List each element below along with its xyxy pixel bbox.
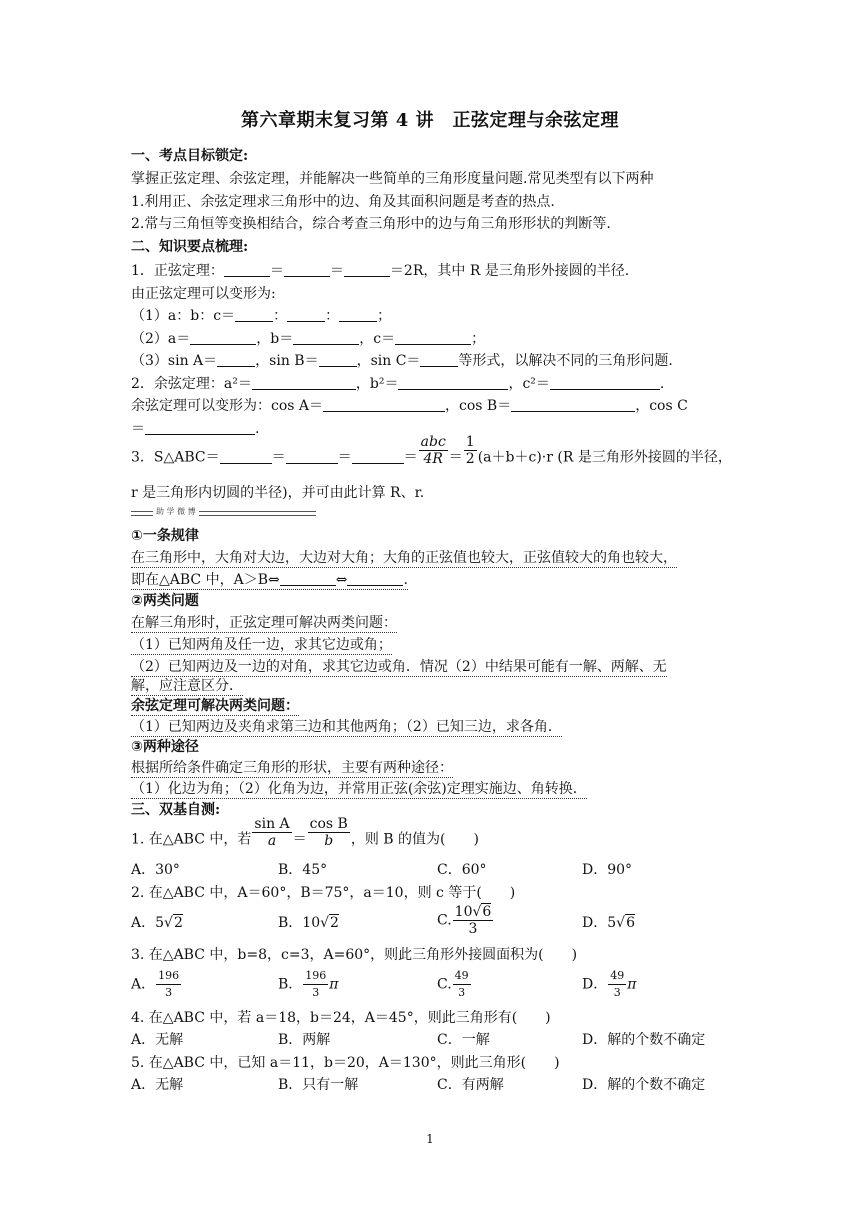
blank[interactable] (252, 375, 356, 390)
question-5: 5. 在△ABC 中，已知 a＝11，b＝20，A＝130°，则此三角形( ) (131, 1055, 560, 1071)
transform-intro: 由正弦定理可以变形为: (131, 286, 276, 302)
q1-fraction-2: $\frac{\text{cos B}}{b}$ (309, 816, 348, 849)
tip-2-heading: ②两类问题 (131, 593, 199, 609)
blank[interactable] (145, 420, 255, 435)
tip-3-line-2: （1）化边为角；（2）化角为边，并常用正弦(余弦)定理实施边、角转换． (131, 781, 587, 797)
transform-3-c: ，sin C＝ (356, 353, 421, 369)
cosine-transform-line (131, 397, 688, 415)
transform-2-b: ，b＝ (256, 331, 294, 347)
q1-fraction-1: $\frac{\text{sin A}}{a}$ (254, 816, 290, 849)
question-2: 2. 在△ABC 中，A＝60°，B＝75°，a＝10，则 c 等于( ) (131, 885, 516, 901)
cosine-law-line: 2．余弦定理：a²＝ ，b²＝ ，c²＝ . (131, 376, 665, 392)
blank[interactable] (339, 307, 377, 322)
blank[interactable] (420, 352, 458, 367)
q4-option-c[interactable]: C．一解 (437, 1032, 490, 1048)
cosine-law-b: ，b²＝ (355, 376, 399, 392)
q1-option-b[interactable]: B．45° (278, 862, 328, 878)
q5-option-a[interactable]: A．无解 (131, 1077, 184, 1093)
transform-1-label: （1）a：b：c＝ (131, 308, 236, 324)
tip-1-rule: 在三角形中，大角对大边，大边对大角；大角的正弦值也较大，正弦值较大的角也较大， (131, 550, 677, 566)
question-4: 4. 在△ABC 中，若 a＝18，b＝24，A＝45°，则此三角形有( ) (131, 1010, 551, 1026)
q1-option-c[interactable]: C．60° (437, 862, 487, 878)
q2-option-a[interactable]: A．5√2 (131, 915, 183, 931)
cosine-transform-cont: ＝ . (131, 421, 260, 437)
cosine-transform-eq: ＝ (131, 421, 145, 437)
area-line-2: r 是三角形内切圆的半径)，并可由此计算 R、r. (131, 485, 425, 501)
blank[interactable] (284, 262, 330, 277)
blank[interactable] (398, 375, 508, 390)
area-tail: (a＋b＋c)·r (R 是三角形外接圆的半径， (477, 449, 732, 466)
q3-option-b[interactable]: B． $\frac{196}{3}$ π (278, 969, 339, 999)
blank[interactable] (344, 262, 390, 277)
tip-1-rule-2: 即在△ABC 中，A＞B⇔ ⇔ . (131, 572, 408, 588)
s1-line-3: 2.常与三角恒等变换相结合，综合考查三角形中的边与角三角形形状的判断等. (131, 216, 611, 232)
transform-2: （2）a＝ ，b＝ ，c＝ ； (131, 331, 486, 347)
transform-3-a: （3）sin A＝ (131, 353, 218, 369)
section-1-heading: 一、考点目标锁定: (131, 148, 249, 164)
blank[interactable] (286, 449, 338, 464)
area-fraction: $\frac{\text{abc}}{4R}$ (420, 434, 446, 467)
blank[interactable] (347, 571, 403, 586)
blank[interactable] (293, 330, 359, 345)
blank[interactable] (280, 571, 336, 586)
page-number: 1 (426, 1132, 434, 1146)
q5-option-c[interactable]: C．有两解 (437, 1077, 504, 1093)
area-label: 3．S△ABC＝ (131, 449, 220, 466)
q2-option-c[interactable]: C. $\frac{10√6}{3}$ (437, 904, 492, 937)
question-3: 3. 在△ABC 中，b=8，c=3，A=60°，则此三角形外接圆面积为( ) (131, 947, 578, 963)
blank[interactable] (287, 307, 325, 322)
section-3-heading: 三、双基自测: (131, 802, 221, 818)
cosine-transform-b: ，cos B＝ (445, 398, 512, 414)
tip-2-line-5: 余弦定理可解决两类问题： (131, 698, 299, 714)
transform-3 (131, 352, 673, 370)
area-line: 3．S△ABC＝ ＝ ＝ ＝ $\frac{\text{abc}}{4R}$ ＝ $\frac{1}{2}$ (a＋b＋c)·r (R 是三角形外接圆的半径， (131, 434, 732, 467)
q1-option-a[interactable]: A．30° (131, 862, 180, 878)
section-divider (131, 507, 316, 517)
transform-1: （1）a：b：c＝ ： ： ； (131, 308, 392, 324)
blank[interactable] (319, 352, 357, 367)
blank[interactable] (190, 330, 256, 345)
q3-option-d[interactable]: D． $\frac{49}{3}$ π (582, 969, 637, 999)
blank[interactable] (217, 352, 255, 367)
tip-2-line-3: （2）已知两边及一边的对角，求其它边或角．情况（2）中结果可能有一解、两解、无 (131, 659, 667, 675)
divider-tag: 助 学 微 博 (153, 506, 199, 517)
transform-2-a: （2）a＝ (131, 331, 191, 347)
sine-law-line: 1．正弦定理： ＝ ＝ ＝2R，其中 R 是三角形外接圆的半径. (131, 263, 630, 279)
q2-option-d[interactable]: D．5√6 (582, 915, 635, 931)
tip-1-heading: ①一条规律 (131, 528, 199, 544)
tip-2-line-1: 在解三角形时，正弦定理可解决两类问题： (131, 615, 397, 631)
transform-3-b: ，sin B＝ (255, 353, 319, 369)
blank[interactable] (235, 307, 273, 322)
q3-option-a[interactable]: A． $\frac{196}{3}$ (131, 969, 180, 999)
tip-2-line-6: （1）已知两边及夹角求第三边和其他两角；（2）已知三边，求各角． (131, 719, 562, 735)
cosine-transform-a: 余弦定理可以变形为：cos A＝ (131, 398, 324, 414)
q4-option-d[interactable]: D．解的个数不确定 (582, 1032, 706, 1048)
s1-line-1: 掌握正弦定理、余弦定理，并能解决一些简单的三角形度量问题.常见类型有以下两种 (131, 171, 654, 187)
blank[interactable] (511, 397, 635, 412)
page-title: 第六章期末复习第 4 讲 正弦定理与余弦定理 (240, 110, 620, 131)
blank[interactable] (224, 262, 270, 277)
q1-option-d[interactable]: D．90° (582, 862, 633, 878)
q2-option-b[interactable]: B．10√2 (278, 915, 339, 931)
transform-2-c: ，c＝ (359, 331, 396, 347)
s1-line-2: 1.利用正、余弦定理求三角形中的边、角及其面积问题是考查的热点. (131, 194, 555, 210)
q3-option-c[interactable]: C. $\frac{49}{3}$ (437, 969, 469, 999)
blank[interactable] (220, 449, 272, 464)
blank[interactable] (352, 449, 404, 464)
section-2-heading: 二、知识要点梳理: (131, 239, 249, 255)
q5-option-b[interactable]: B．只有一解 (278, 1077, 359, 1093)
blank[interactable] (323, 397, 445, 412)
q5-option-d[interactable]: D．解的个数不确定 (582, 1077, 706, 1093)
tip-3-heading: ③两种途径 (131, 739, 199, 755)
q4-option-b[interactable]: B．两解 (278, 1032, 331, 1048)
sine-law-tail: ＝2R，其中 R 是三角形外接圆的半径. (389, 263, 630, 279)
cosine-transform-c: ，cos C (635, 398, 688, 414)
q4-option-a[interactable]: A．无解 (131, 1032, 184, 1048)
cosine-law-c: ，c²＝ (508, 376, 550, 392)
blank[interactable] (550, 375, 660, 390)
tip-2-line-2: （1）已知两角及任一边，求其它边或角； (131, 637, 392, 653)
cosine-law-a: 2．余弦定理：a²＝ (131, 376, 252, 392)
question-1: 1. 在△ABC 中，若 $\frac{\text{sin A}}{a}$ ＝ $\frac{\text{cos B}}{b}$ ，则 B 的值为( ) (131, 816, 479, 849)
tip-2-line-4: 解，应注意区分． (131, 678, 243, 694)
half-fraction: $\frac{1}{2}$ (465, 434, 475, 467)
tip-3-line-1: 根据所给条件确定三角形的形状，主要有两种途径： (131, 760, 453, 776)
sine-law-label: 1．正弦定理： (131, 263, 224, 279)
transform-3-d: 等形式，以解决不同的三角形问题. (458, 353, 673, 369)
blank[interactable] (395, 330, 471, 345)
